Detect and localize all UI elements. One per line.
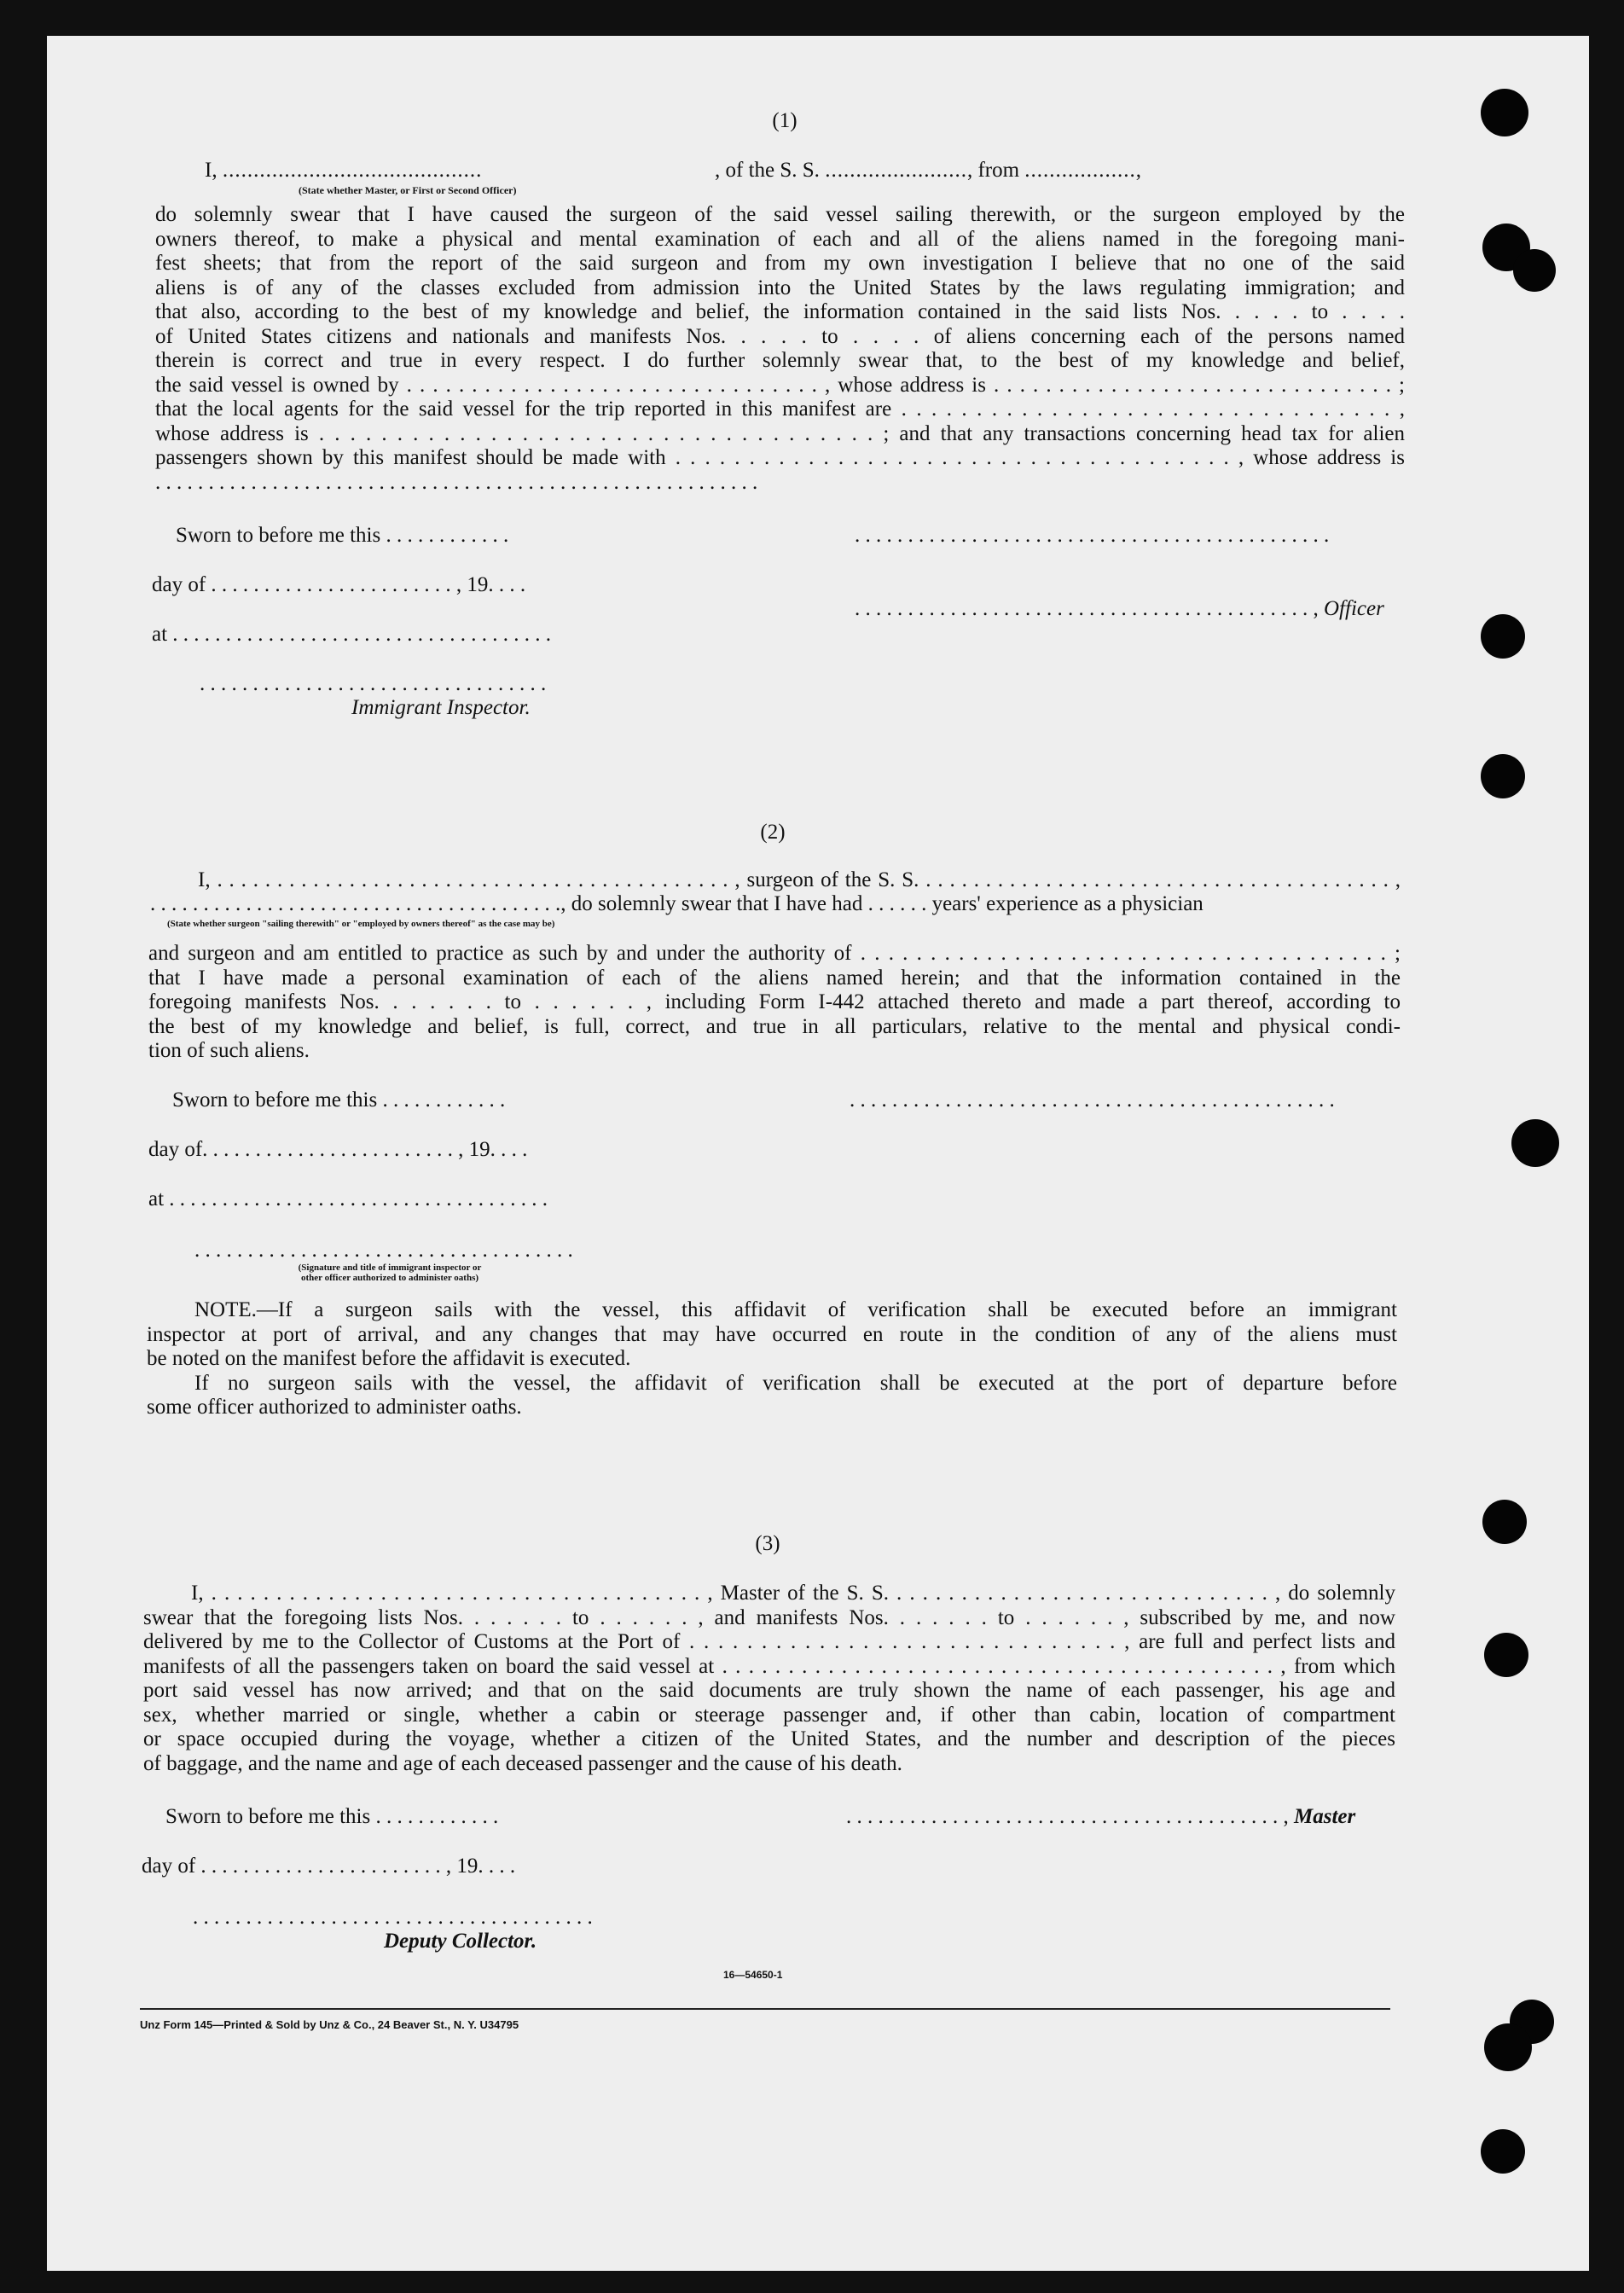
officer-rank-caption: (State whether Master, or First or Second Officer) <box>299 184 517 196</box>
note-line: be noted on the manifest before the affidavit is executed. <box>147 1347 631 1370</box>
note-text <box>147 1298 1397 1420</box>
punch-hole <box>1484 2023 1532 2071</box>
note-line: some officer authorized to administer oaths. <box>147 1396 522 1419</box>
section-2-signature-blank[interactable]: . . . . . . . . . . . . . . . . . . . . . . . . . . . . . . . . . . . . . . . . . . . . . . <box>850 1088 1335 1112</box>
section-3-master-line <box>846 1805 1355 1829</box>
section-2-oath-text <box>148 942 1401 1064</box>
section-3-sworn[interactable]: Sworn to before me this . . . . . . . . . . . . <box>165 1805 499 1828</box>
oath-last-line: . . . . . . . . . . . . . . . . . . . . . . . . . . . . . . . . . . . . . . . . . . . . . . . . . . . . . . . . . <box>155 470 758 494</box>
section-1-day[interactable]: day of . . . . . . . . . . . . . . . . . . . . . . . , 19. . . . <box>152 573 526 596</box>
vessel-line <box>715 159 1142 183</box>
officer-signature-blank[interactable]: . . . . . . . . . . . . . . . . . . . . . . . . . . . . . . . . . . . . . . . . . . . , <box>855 597 1319 620</box>
oath-line: and surgeon and am entitled to practice as such by and under the authority of . . . . . . . . . . . . . . . . . . . . . . . . . . . . . . . . . . . . . . ; <box>148 942 1401 965</box>
inspector-label: Immigrant Inspector. <box>351 696 531 719</box>
collector-label: Deputy Collector. <box>384 1930 537 1953</box>
surgeon-line[interactable]: I, . . . . . . . . . . . . . . . . . . . . . . . . . . . . . . . . . . . . . . . . . . . , surgeon of the S. S. . . . . . . . . . . . . . . . . . . . . . . . . . . . . . . . . . . . . . . . , <box>198 868 1401 891</box>
section-1-at[interactable]: at . . . . . . . . . . . . . . . . . . . . . . . . . . . . . . . . . . . . <box>152 623 552 646</box>
from-port-blank[interactable]: .................., <box>1024 159 1143 182</box>
caption-line: (Signature and title of immigrant inspector or <box>298 1263 482 1273</box>
caption-line: other officer authorized to administer oaths) <box>300 1273 479 1283</box>
collector-signature-blank[interactable]: . . . . . . . . . . . . . . . . . . . . . . . . . . . . . . . . . . . . . . <box>193 1906 593 1929</box>
surgeon-status-line <box>150 892 1204 916</box>
vessel-name-blank[interactable]: ....................... <box>825 159 967 182</box>
oath-line: the best of my knowledge and belief, is full, correct, and true in all particulars, relative to the mental and physical condi- <box>148 1014 1401 1038</box>
section-1-sworn[interactable]: Sworn to before me this . . . . . . . . . . . . <box>176 524 509 547</box>
punch-hole <box>1481 2129 1525 2174</box>
section-2-sworn[interactable]: Sworn to before me this . . . . . . . . . . . . <box>172 1088 506 1112</box>
affiant-name-blank[interactable]: .......................................... <box>222 159 483 182</box>
surgeon-experience-text: , do solemnly swear that I have had . . . . . . years' experience as a physician <box>560 892 1204 915</box>
officer-title-caption <box>201 1263 578 1283</box>
note-line: If no surgeon sails with the vessel, the affidavit of verification shall be executed at the port of departure before <box>194 1371 1397 1395</box>
note-line: inspector at port of arrival, and any changes that may have occurred en route in the condition of any of the aliens must <box>147 1322 1397 1346</box>
punch-hole <box>1513 249 1556 292</box>
section-2-first-line <box>198 868 1401 893</box>
oath-line: that I have made a personal examination of each of the aliens named herein; and that the information contained in the <box>148 966 1401 990</box>
section-3-number: (3) <box>755 1532 780 1555</box>
master-label: Master <box>1294 1805 1356 1828</box>
oath-line[interactable]: I, . . . . . . . . . . . . . . . . . . . . . . . . . . . . . . . . . . . . . . , Master of the S. S. . . . . . . . . . . . . . . . . . . . . . . . . . . . . . , do solemnly <box>191 1582 1395 1605</box>
oath-line: delivered by me to the Collector of Customs at the Port of . . . . . . . . . . . . . . . . . . . . . . . . . . . . . . , are full and perfect lists and <box>143 1630 1395 1653</box>
section-1-officer-line <box>855 597 1384 621</box>
oath-line: or space occupied during the voyage, whether a citizen of the United States, and the number and description of the pieces <box>143 1727 1395 1750</box>
oath-line: sex, whether married or single, whether a cabin or steerage passenger and, if other than cabin, location of compartment <box>143 1703 1395 1727</box>
oath-last-line: of baggage, and the name and age of each deceased passenger and the cause of his death. <box>143 1751 902 1775</box>
punch-hole <box>1484 1633 1528 1677</box>
punch-hole <box>1482 1500 1527 1544</box>
section-2-at[interactable]: at . . . . . . . . . . . . . . . . . . . . . . . . . . . . . . . . . . . . <box>148 1187 548 1210</box>
oath-line: passengers shown by this manifest should be made with . . . . . . . . . . . . . . . . . . . . . . . . . . . . . . . . . . . . . . , whose address is <box>155 446 1405 469</box>
oath-line: port said vessel has now arrived; and that on the said documents are truly shown the name of each passenger, his age and <box>143 1679 1395 1702</box>
section-3-oath-text <box>143 1582 1395 1776</box>
printer-imprint: Unz Form 145—Printed & Sold by Unz & Co., 24 Beaver St., N. Y. U34795 <box>140 2018 519 2031</box>
of-the-ss-label: , of the S. S. <box>715 159 820 182</box>
section-2-day[interactable]: day of. . . . . . . . . . . . . . . . . . . . . . . . , 19. . . . <box>148 1138 528 1161</box>
affiant-lead: I, <box>205 159 218 182</box>
oath-line: owners thereof, to make a physical and mental examination of each and all of the aliens named in the foregoing mani- <box>155 227 1405 251</box>
inspector-signature-blank[interactable]: . . . . . . . . . . . . . . . . . . . . . . . . . . . . . . . . . <box>200 672 547 695</box>
officer-label: Officer <box>1324 597 1384 620</box>
oath-line: do solemnly swear that I have caused the surgeon of the said vessel sailing therewith, or the surgeon employed by the <box>155 203 1405 226</box>
punch-hole <box>1481 754 1525 798</box>
oath-line: of United States citizens and nationals and manifests Nos. . . . . to . . . . of aliens concerning each of the persons named <box>155 324 1405 348</box>
from-label: , from <box>966 159 1020 182</box>
oath-line: foregoing manifests Nos. . . . . . . to . . . . . . , including Form I-442 attached thereto and made a part thereof, according to <box>148 990 1401 1013</box>
form-code: 16—54650-1 <box>723 1969 783 1981</box>
oath-line: swear that the foregoing lists Nos. . . . . . . to . . . . . . , and manifests Nos. . . . . . . to . . . . . . , subscribed by me, and now <box>143 1605 1395 1629</box>
section-1-affiant-line <box>205 159 482 183</box>
punch-hole <box>1511 1119 1559 1167</box>
oath-line: therein is correct and true in every respect. I do further solemnly swear that, to the best of my knowledge and belief, <box>155 349 1405 372</box>
oath-line: that the local agents for the said vessel for the trip reported in this manifest are . . . . . . . . . . . . . . . . . . . . . . . . . . . . . . . . . , <box>155 398 1405 421</box>
oath-line: the said vessel is owned by . . . . . . . . . . . . . . . . . . . . . . . . . . . . . . . . , whose address is . . . . . . . . . . . . . . . . . . . . . . . . . . . . . . . ; <box>155 373 1405 397</box>
oath-line: whose address is . . . . . . . . . . . . . . . . . . . . . . . . . . . . . . . . . . . . ; and that any transactions concerning head tax for alien <box>155 421 1405 445</box>
oath-line: that also, according to the best of my knowledge and belief, the information contained in the said lists Nos. . . . . to . . . . <box>155 300 1405 323</box>
note-line: NOTE.—If a surgeon sails with the vessel, this affidavit of verification shall be executed before an immigrant <box>194 1298 1397 1321</box>
footer-rule <box>140 2008 1390 2010</box>
officer-title-blank[interactable]: . . . . . . . . . . . . . . . . . . . . . . . . . . . . . . . . . . . . <box>194 1239 573 1262</box>
surgeon-status-caption: (State whether surgeon "sailing therewith" or "employed by owners thereof" as the case may be) <box>167 919 555 929</box>
master-signature-blank[interactable]: . . . . . . . . . . . . . . . . . . . . . . . . . . . . . . . . . . . . . . . . . , <box>846 1805 1289 1828</box>
punch-hole <box>1481 89 1528 136</box>
section-1-signature-blank[interactable]: . . . . . . . . . . . . . . . . . . . . . . . . . . . . . . . . . . . . . . . . . . . . . <box>855 524 1330 547</box>
section-1-number: (1) <box>772 109 798 132</box>
oath-line: aliens is of any of the classes excluded from admission into the United States by the laws regulating immigration; and <box>155 276 1405 299</box>
oath-line: fest sheets; that from the report of the said surgeon and from my own investigation I believe that no one of the said <box>155 252 1405 275</box>
section-3-day[interactable]: day of . . . . . . . . . . . . . . . . . . . . . . . , 19. . . . <box>142 1855 516 1878</box>
oath-last-line: tion of such aliens. <box>148 1039 310 1062</box>
punch-hole <box>1481 614 1525 659</box>
section-1-oath-text <box>155 203 1405 495</box>
oath-line: manifests of all the passengers taken on board the said vessel at . . . . . . . . . . . . . . . . . . . . . . . . . . . . . . . . . . . . . . . . . . , from which <box>143 1654 1395 1678</box>
surgeon-status-blank[interactable]: . . . . . . . . . . . . . . . . . . . . . . . . . . . . . . . . . . . . . . . <box>150 892 561 915</box>
section-2-number: (2) <box>760 821 786 844</box>
